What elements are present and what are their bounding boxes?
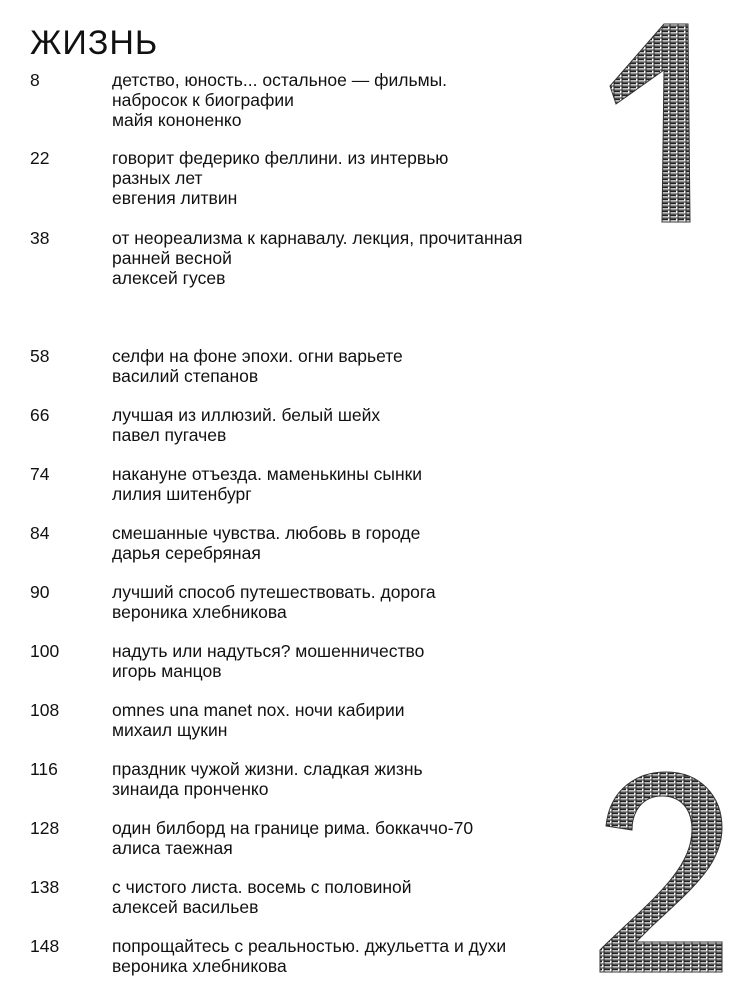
- entry-author: алиса таежная: [112, 838, 233, 858]
- entry-text: [112, 759, 632, 799]
- entry-text: [112, 346, 632, 386]
- entry-author: алексей васильев: [112, 897, 259, 917]
- entry-title-line: говорит федерико феллини. из интервью: [112, 148, 449, 168]
- entry-text: [112, 464, 632, 504]
- entry-text: [112, 523, 632, 563]
- entry-title-line: праздник чужой жизни. сладкая жизнь: [112, 759, 423, 779]
- entry-title-line: надуть или надуться? мошенничество: [112, 641, 425, 661]
- page-number: 84: [30, 523, 50, 543]
- entry-author: лилия шитенбург: [112, 484, 252, 504]
- page-number: 8: [30, 70, 40, 90]
- page-number: 74: [30, 464, 50, 484]
- entry-author: вероника хлебникова: [112, 956, 287, 976]
- page-number: 90: [30, 582, 50, 602]
- section-title: ЖИЗНЬ: [30, 24, 159, 62]
- entry-text: [112, 818, 632, 858]
- entry-text: [112, 582, 632, 622]
- entry-text: [112, 936, 632, 976]
- page-number: 128: [30, 818, 60, 838]
- entry-title-line: детство, юность... остальное — фильмы.: [112, 70, 448, 90]
- entry-author: майя кононенко: [112, 110, 242, 130]
- page-number: 58: [30, 346, 50, 366]
- page-number: 138: [30, 877, 60, 897]
- entry-title-line: накануне отъезда. маменькины сынки: [112, 464, 423, 484]
- entry-title-line: лучший способ путешествовать. дорога: [112, 582, 436, 602]
- entry-author: павел пугачев: [112, 425, 227, 445]
- entry-text: [112, 877, 632, 917]
- entry-author: дарья серебряная: [112, 543, 261, 563]
- entry-text: [112, 641, 632, 681]
- entry-text: [112, 70, 632, 130]
- entry-author: василий степанов: [112, 366, 259, 386]
- page-number: 100: [30, 641, 60, 661]
- entry-title-line: ранней весной: [112, 248, 232, 268]
- entry-title-line: один билборд на границе рима. боккаччо-70: [112, 818, 474, 838]
- page-number: 38: [30, 228, 50, 248]
- entry-title-line: смешанные чувства. любовь в городе: [112, 523, 421, 543]
- entry-text: [112, 148, 632, 208]
- entry-author: евгения литвин: [112, 188, 238, 208]
- section-number-one: 1: [651, 142, 652, 143]
- page-number: 22: [30, 148, 50, 168]
- entry-title-line: лучшая из иллюзий. белый шейх: [112, 405, 381, 425]
- entry-author: игорь манцов: [112, 661, 222, 681]
- entry-title-line: попрощайтесь с реальностью. джульетта и духи: [112, 936, 507, 956]
- entry-title-line: omnes una manet nox. ночи кабирии: [112, 700, 405, 720]
- entry-text: [112, 405, 632, 445]
- entry-text: [112, 700, 632, 740]
- page-number: 108: [30, 700, 60, 720]
- entry-author: вероника хлебникова: [112, 602, 287, 622]
- entry-text: [112, 228, 632, 288]
- entry-title-line: разных лет: [112, 168, 203, 188]
- entry-title-line: от неореализма к карнавалу. лекция, прочитанная: [112, 228, 523, 248]
- entry-author: зинаида пронченко: [112, 779, 269, 799]
- entry-title-line: набросок к биографии: [112, 90, 294, 110]
- page-number: 66: [30, 405, 50, 425]
- entry-title-line: селфи на фоне эпохи. огни варьете: [112, 346, 403, 366]
- page-number: 116: [30, 759, 58, 779]
- entry-title-line: с чистого листа. восемь с половиной: [112, 877, 412, 897]
- entry-author: алексей гусев: [112, 268, 226, 288]
- section-number-two: 2: [662, 888, 663, 889]
- page-number: 148: [30, 936, 60, 956]
- entry-author: михаил щукин: [112, 720, 228, 740]
